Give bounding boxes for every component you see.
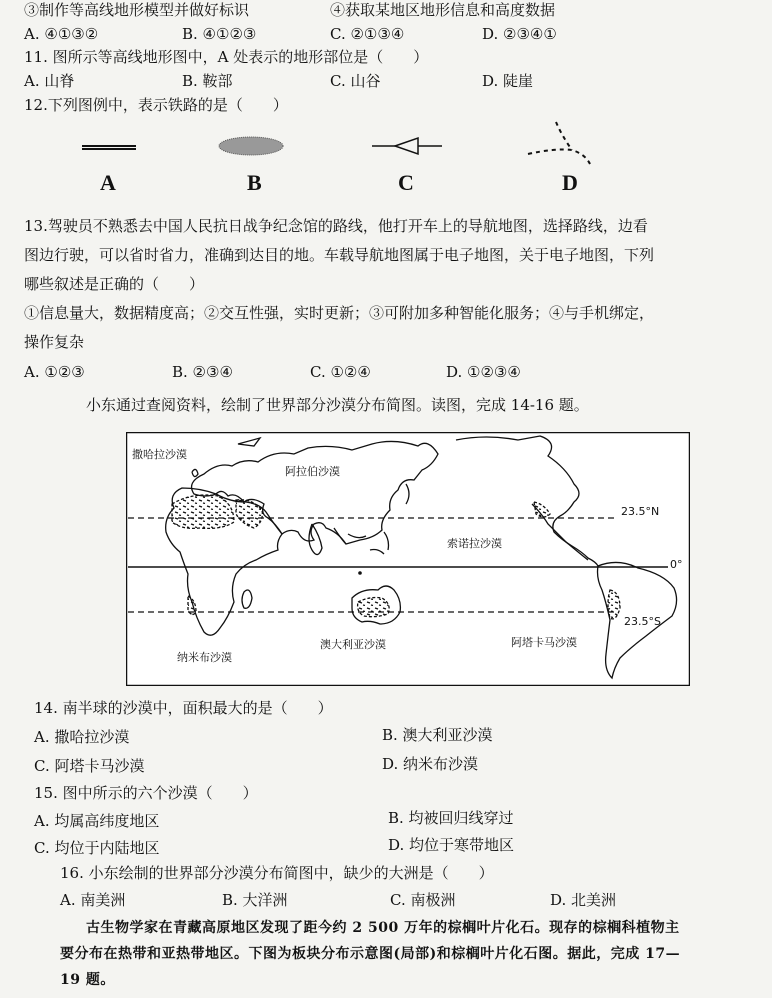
q14-choice-a: A. 撒哈拉沙漠 xyxy=(34,728,130,746)
q13-choice-a: A. ①②③ xyxy=(24,363,85,381)
q11-choice-d: D. 陡崖 xyxy=(482,72,534,90)
q15-choice-a: A. 均属高纬度地区 xyxy=(34,812,160,830)
q15-choice-d: D. 均位于寒带地区 xyxy=(388,836,515,854)
legend-letter-c: C xyxy=(398,170,414,195)
australian-desert-area xyxy=(358,598,390,617)
label-sonoran: 索诺拉沙漠 xyxy=(447,537,502,550)
intro-17-19-line-2: 要分布在热带和亚热带地区。下图为板块分布示意图(局部)和棕榈叶片化石图。据此，完成 17— xyxy=(60,946,681,962)
q11-choice-a: A. 山脊 xyxy=(24,72,75,90)
sahara-desert-area xyxy=(172,495,234,528)
q10-choice-c: C. ②①③④ xyxy=(330,25,405,43)
map-frame xyxy=(127,433,690,686)
q11-stem: 11. 图所示等高线地形图中，A 处表示的地形部位是（ ） xyxy=(24,48,429,66)
q10-choice-a: A. ④①③② xyxy=(24,25,99,43)
intro-17-19-line-3: 19 题。 xyxy=(60,972,115,988)
legend-d-dashed-icon xyxy=(528,122,590,164)
q14-stem: 14. 南半球的沙漠中，面积最大的是（ ） xyxy=(34,699,333,717)
q14-choice-c: C. 阿塔卡马沙漠 xyxy=(34,757,145,775)
label-australian: 澳大利亚沙漠 xyxy=(320,638,386,651)
q11-choice-b: B. 鞍部 xyxy=(182,72,233,90)
q16-choice-c: C. 南极洲 xyxy=(390,891,456,909)
label-sahara: 撒哈拉沙漠 xyxy=(132,448,187,461)
label-atacama: 阿塔卡马沙漠 xyxy=(511,636,577,649)
q13-line-2: 图边行驶，可以省时省力，准确到达目的地。车载导航地图属于电子地图，关于电子地图，下列 xyxy=(24,246,655,264)
q10-option-4: ④获取某地区地形信息和高度数据 xyxy=(330,1,556,19)
q10-choice-b: B. ④①②③ xyxy=(182,25,257,43)
q14-choice-d: D. 纳米布沙漠 xyxy=(382,755,479,773)
q11-choice-c: C. 山谷 xyxy=(330,72,381,90)
q16-stem: 16. 小东绘制的世界部分沙漠分布简图中，缺少的大洲是（ ） xyxy=(60,864,494,882)
label-arabian: 阿拉伯沙漠 xyxy=(285,465,340,478)
q14-choice-b: B. 澳大利亚沙漠 xyxy=(382,726,493,744)
legend-letter-a: A xyxy=(100,170,116,195)
q12-stem: 12.下列图例中，表示铁路的是（ ） xyxy=(24,96,288,114)
label-tropic-s: 23.5°S xyxy=(624,615,661,628)
q16-choice-b: B. 大洋洲 xyxy=(222,891,288,909)
q13-line-1: 13.驾驶员不熟悉去中国人民抗日战争纪念馆的路线，他打开车上的导航地图，选择路线，边看 xyxy=(24,217,648,235)
q13-line-5: 操作复杂 xyxy=(24,333,85,351)
intro-14-16: 小东通过查阅资料，绘制了世界部分沙漠分布简图。读图，完成 14-16 题。 xyxy=(86,396,589,414)
q15-choice-b: B. 均被回归线穿过 xyxy=(388,809,514,827)
label-tropic-n: 23.5°N xyxy=(621,505,660,518)
legend-c-triangle-icon xyxy=(372,138,442,154)
legend-letter-d: D xyxy=(562,170,578,195)
q16-choice-a: A. 南美洲 xyxy=(60,891,126,909)
map-dot xyxy=(358,571,362,575)
q13-choice-c: C. ①②④ xyxy=(310,363,371,381)
legend-b-swamp-icon xyxy=(219,137,283,155)
world-desert-map xyxy=(126,432,690,686)
q15-choice-c: C. 均位于内陆地区 xyxy=(34,839,160,857)
q13-line-4: ①信息量大，数据精度高；②交互性强，实时更新；③可附加多种智能化服务；④与手机绑定， xyxy=(24,304,655,322)
q15-stem: 15. 图中所示的六个沙漠（ ） xyxy=(34,784,258,802)
q13-choice-d: D. ①②③④ xyxy=(446,363,521,381)
q13-choice-b: B. ②③④ xyxy=(172,363,233,381)
intro-17-19-line-1: 古生物学家在青藏高原地区发现了距今约 2 500 万年的棕榈叶片化石。现存的棕榈科植物主 xyxy=(86,920,680,936)
legend-letter-b: B xyxy=(247,170,262,195)
q10-choice-d: D. ②③④① xyxy=(482,25,557,43)
label-namib: 纳米布沙漠 xyxy=(177,651,232,664)
label-equator: 0° xyxy=(670,558,683,571)
q13-line-3: 哪些叙述是正确的（ ） xyxy=(24,275,205,293)
legend-a-railway-icon xyxy=(82,146,136,149)
q16-choice-d: D. 北美洲 xyxy=(550,891,617,909)
q10-option-3: ③制作等高线地形模型并做好标识 xyxy=(24,1,250,19)
